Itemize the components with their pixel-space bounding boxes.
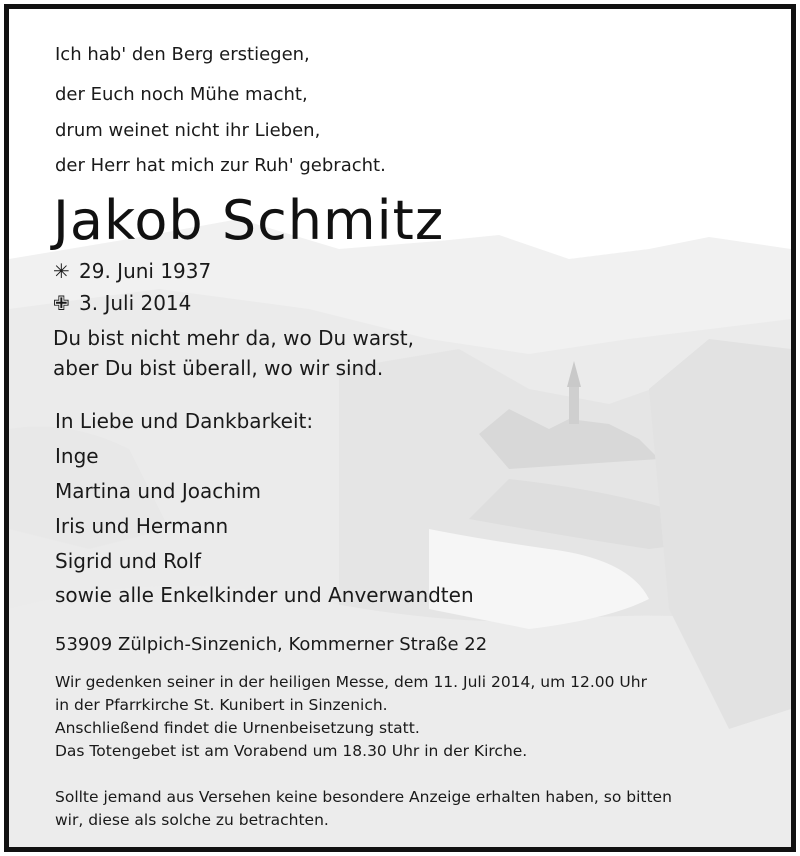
birth-date-row bbox=[53, 259, 211, 283]
poem-line: Ich hab' den Berg erstiegen, bbox=[55, 44, 310, 65]
poem-line: der Euch noch Mühe macht, bbox=[55, 84, 308, 105]
service-line: Anschließend findet die Urnenbeisetzung statt. bbox=[55, 719, 420, 737]
family-member: sowie alle Enkelkinder und Anverwandten bbox=[55, 583, 474, 607]
obituary-frame bbox=[4, 4, 796, 852]
family-heading: In Liebe und Dankbarkeit: bbox=[55, 409, 314, 433]
notice-line: wir, diese als solche zu betrachten. bbox=[55, 811, 329, 829]
poem-line: der Herr hat mich zur Ruh' gebracht. bbox=[55, 155, 386, 176]
address: 53909 Zülpich-Sinzenich, Kommerner Straße 22 bbox=[55, 634, 488, 655]
poem-line: drum weinet nicht ihr Lieben, bbox=[55, 120, 321, 141]
quote-line: Du bist nicht mehr da, wo Du warst, bbox=[53, 326, 414, 350]
birth-star-icon: ✳ bbox=[53, 259, 70, 283]
service-line: Wir gedenken seiner in der heiligen Messe, dem 11. Juli 2014, um 12.00 Uhr bbox=[55, 673, 647, 691]
birth-date: 29. Juni 1937 bbox=[79, 259, 212, 283]
family-member: Martina und Joachim bbox=[55, 479, 261, 503]
family-member: Iris und Hermann bbox=[55, 514, 229, 538]
quote-line: aber Du bist überall, wo wir sind. bbox=[53, 356, 384, 380]
family-member: Inge bbox=[55, 444, 99, 468]
cross-icon: ✙ bbox=[53, 291, 70, 315]
death-date: 3. Juli 2014 bbox=[79, 291, 192, 315]
death-date-row bbox=[53, 291, 191, 315]
deceased-name: Jakob Schmitz bbox=[53, 189, 445, 252]
service-line: in der Pfarrkirche St. Kunibert in Sinzenich. bbox=[55, 696, 388, 714]
service-line: Das Totengebet ist am Vorabend um 18.30 Uhr in der Kirche. bbox=[55, 742, 528, 760]
family-member: Sigrid und Rolf bbox=[55, 549, 202, 573]
notice-line: Sollte jemand aus Versehen keine besondere Anzeige erhalten haben, so bitten bbox=[55, 788, 672, 806]
